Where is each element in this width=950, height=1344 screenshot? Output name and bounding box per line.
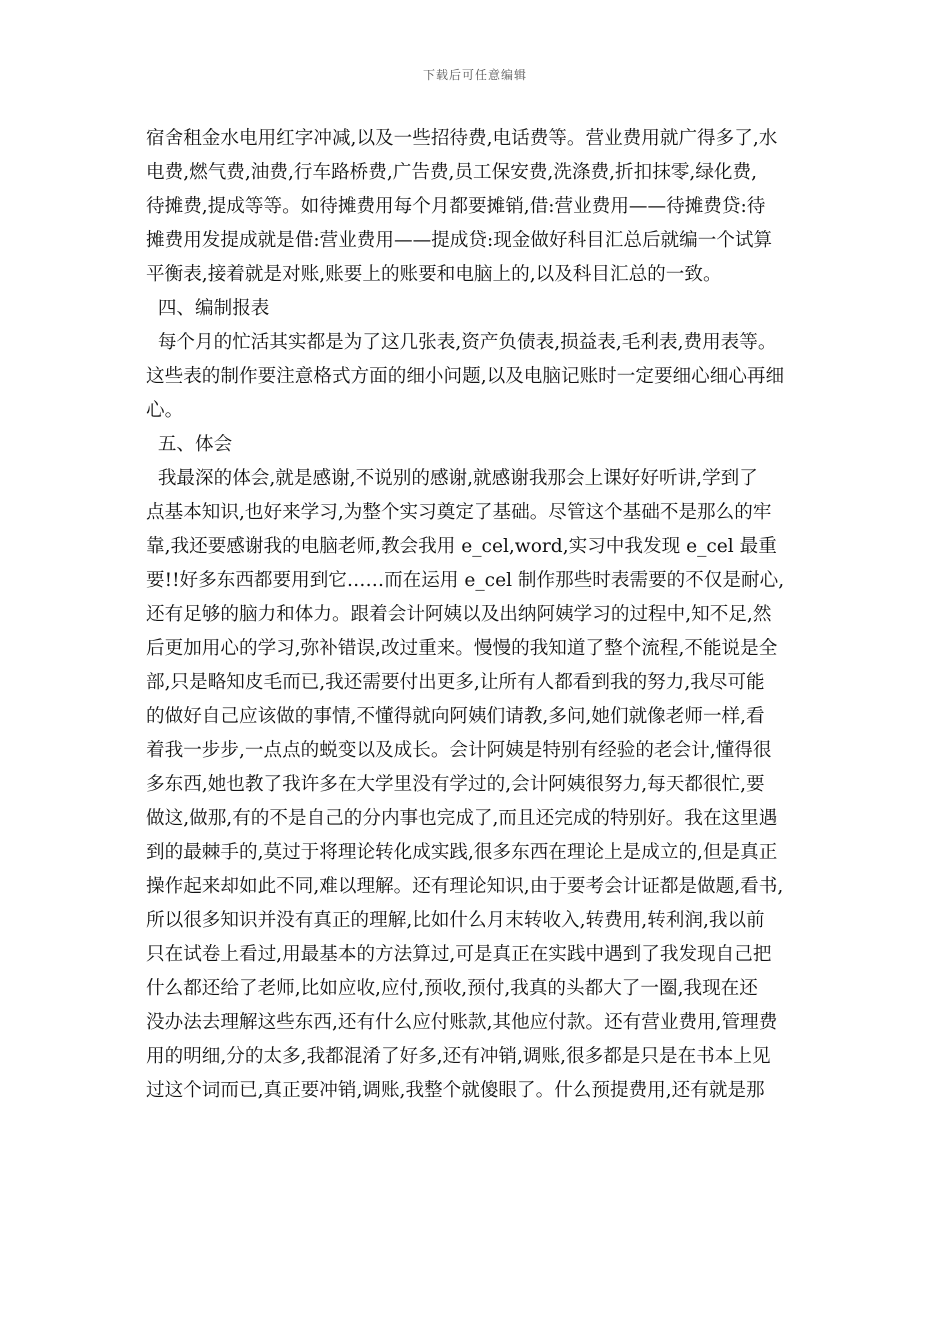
text-line: 平衡表,接着就是对账,账要上的账要和电脑上的,以及科目汇总的一致。: [146, 264, 722, 285]
text-line: 靠,我还要感谢我的电脑老师,教会我用 e_cel,word,实习中我发现 e_cel 最重: [146, 536, 777, 557]
text-line: 所以很多知识并没有真正的理解,比如什么月末转收入,转费用,转利润,我以前: [146, 910, 765, 931]
text-line: 过这个词而已,真正要冲销,调账,我整个就傻眼了。什么预提费用,还有就是那: [146, 1080, 765, 1101]
text-line: 着我一步步,一点点的蜕变以及成长。会计阿姨是特别有经验的老会计,懂得很: [146, 740, 772, 761]
text-line: 的做好自己应该做的事情,不懂得就向阿姨们请教,多问,她们就像老师一样,看: [146, 706, 765, 727]
text-line: 还有足够的脑力和体力。跟着会计阿姨以及出纳阿姨学习的过程中,知不足,然: [146, 604, 772, 625]
text-line: 没办法去理解这些东西,还有什么应付账款,其他应付款。还有营业费用,管理费: [146, 1012, 778, 1033]
text-line: 做这,做那,有的不是自己的分内事也完成了,而且还完成的特别好。我在这里遇: [146, 808, 778, 829]
text-line: 待摊费,提成等等。如待摊费用每个月都要摊销,借:营业费用——待摊费贷:待: [146, 196, 766, 217]
text-line: 我最深的体会,就是感谢,不说别的感谢,就感谢我那会上课好好听讲,学到了: [146, 468, 758, 489]
text-line: 后更加用心的学习,弥补错误,改过重来。慢慢的我知道了整个流程,不能说是全: [146, 638, 778, 659]
section-heading-4: 四、编制报表: [146, 298, 270, 319]
text-line: 心。: [146, 400, 184, 421]
text-line: 要!!好多东西都要用到它……而在运用 e_cel 制作那些时表需要的不仅是耐心,: [146, 570, 785, 591]
text-line: 点基本知识,也好来学习,为整个实习奠定了基础。尽管这个基础不是那么的牢: [146, 502, 772, 523]
text-line: 操作起来却如此不同,难以理解。还有理论知识,由于要考会计证都是做题,看书,: [146, 876, 784, 897]
document-body: [146, 122, 806, 1108]
text-line: 什么都还给了老师,比如应收,应付,预收,预付,我真的头都大了一圈,我现在还: [146, 978, 758, 999]
text-line: 用的明细,分的太多,我都混淆了好多,还有冲销,调账,很多都是只是在书本上见: [146, 1046, 771, 1067]
text-line: 每个月的忙活其实都是为了这几张表,资产负债表,损益表,毛利表,费用表等。: [146, 332, 777, 353]
text-line: 电费,燃气费,油费,行车路桥费,广告费,员工保安费,洗涤费,折扣抹零,绿化费,: [146, 162, 758, 183]
text-line: 摊费用发提成就是借:营业费用——提成贷:现金做好科目汇总后就编一个试算: [146, 230, 773, 251]
text-line: 只在试卷上看过,用最基本的方法算过,可是真正在实践中遇到了我发现自己把: [146, 944, 772, 965]
page-header-note: 下载后可任意编辑: [422, 68, 527, 82]
text-line: 这些表的制作要注意格式方面的细小问题,以及电脑记账时一定要细心细心再细: [146, 366, 785, 387]
text-line: 到的最棘手的,莫过于将理论转化成实践,很多东西在理论上是成立的,但是真正: [146, 842, 778, 863]
text-line: 部,只是略知皮毛而已,我还需要付出更多,让所有人都看到我的努力,我尽可能: [146, 672, 765, 693]
section-heading-5: 五、体会: [146, 434, 233, 455]
text-line: 宿舍租金水电用红字冲减,以及一些招待费,电话费等。营业费用就广得多了,水: [146, 128, 778, 149]
text-line: 多东西,她也教了我许多在大学里没有学过的,会计阿姨很努力,每天都很忙,要: [146, 774, 765, 795]
